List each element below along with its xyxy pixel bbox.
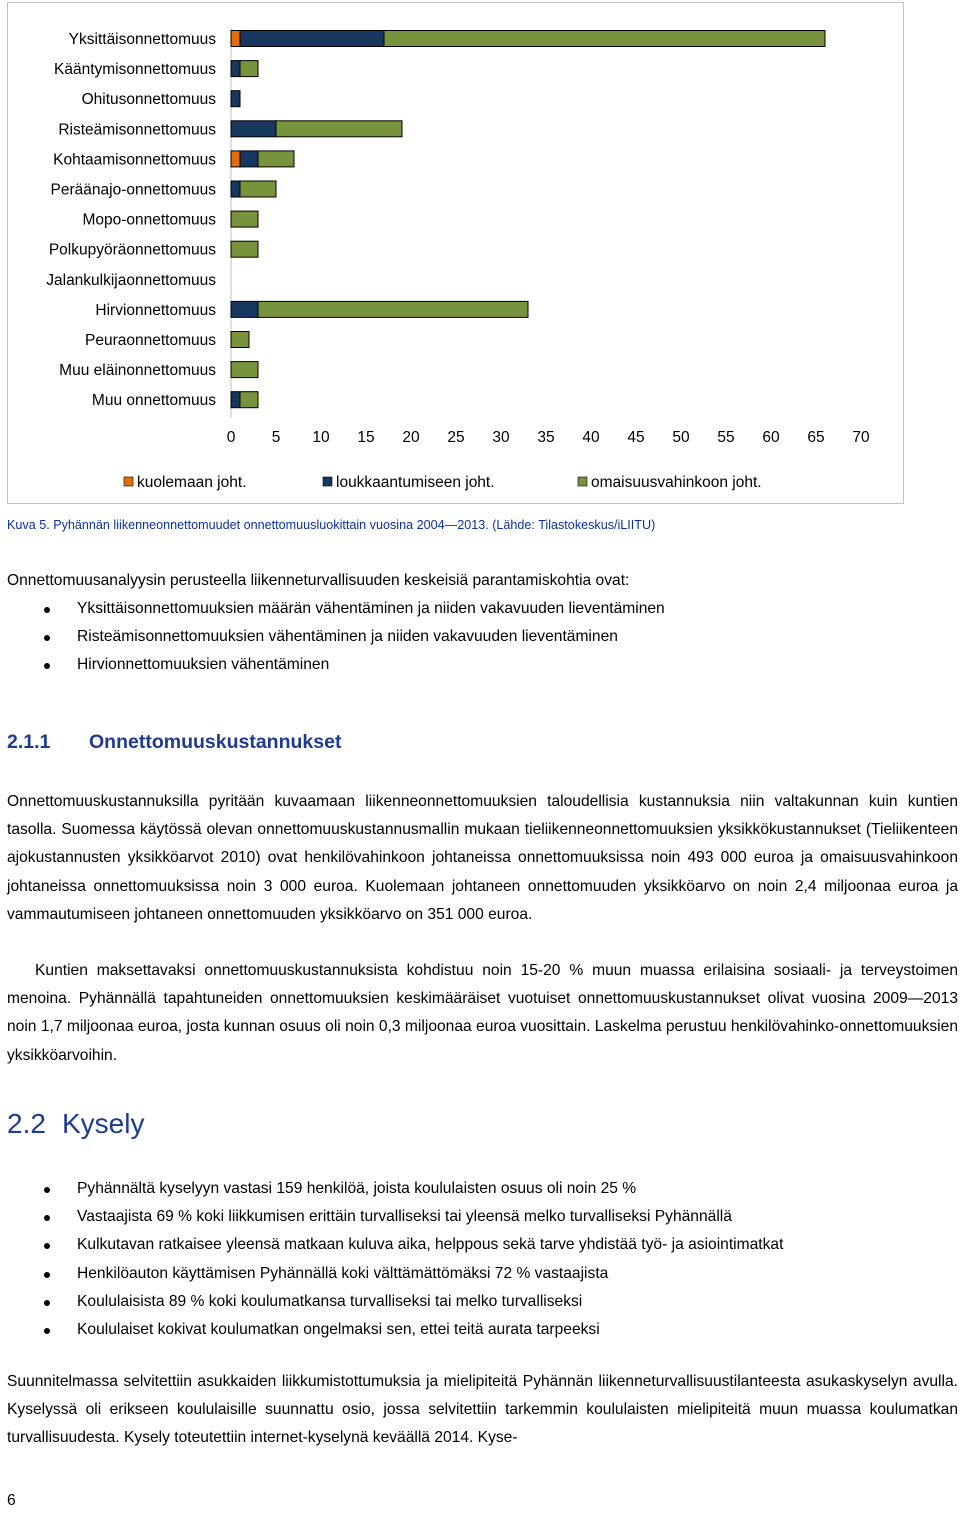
category-label: Polkupyöräonnettomuus: [48, 241, 216, 259]
category-label: Ohitusonnettomuus: [81, 91, 216, 109]
list-item: [7, 1316, 947, 1344]
x-tick-label: 60: [762, 429, 780, 446]
list-item: [7, 1231, 947, 1259]
survey-bullet-list: [7, 1175, 947, 1344]
bullet-text: Pyhännältä kyselyyn vastasi 159 henkilöä, joista koululaisten osuus oli noin 25 %: [77, 1180, 637, 1197]
bar-segment: [231, 91, 240, 107]
list-item: [7, 1175, 947, 1203]
bullet-dot: [44, 1187, 50, 1193]
bar-segment: [240, 392, 258, 408]
legend-entry: [323, 474, 495, 491]
x-tick-label: 20: [402, 429, 420, 446]
x-tick-label: 40: [582, 429, 600, 446]
category-label: Muu onnettomuus: [91, 392, 216, 410]
section-title: Kysely: [62, 1108, 145, 1139]
analysis-bullet-list: [7, 595, 947, 680]
costs-paragraph-2: Kuntien maksettavaksi onnettomuuskustannuksista kohdistuu noin 15-20 % muun muassa erilaisina sosiaali- ja terveystoimen menoina. Pyhännällä tapahtuneiden onnettomuuksien keskimääräiset vuotuiset onnettomuuskustannukset olivat vuosina 2009—2013 noin 1,7 miljoonaa euroa, josta kunnan osuus oli noin 0,3 miljoonaa euroa vuosittain. Laskelma perustuu henkilövahinko-onnettomuuksien yksikköarvoihin.: [7, 962, 958, 1064]
list-item: [7, 1260, 947, 1288]
bar-segment: [231, 301, 258, 317]
bar-segment: [276, 121, 402, 137]
bullet-dot: [44, 1215, 50, 1221]
bullet-text: Kulkutavan ratkaisee yleensä matkaan kuluva aika, helppous sekä tarve yhdistää työ- ja asiointimatkat: [77, 1236, 784, 1254]
bullet-text: Yksittäisonnettomuuksien määrän vähentäminen ja niiden vakavuuden lieventäminen: [77, 600, 665, 617]
bar-segment: [240, 31, 384, 47]
list-item: [7, 623, 947, 651]
bullet-text: Hirvionnettomuuksien vähentäminen: [77, 656, 330, 674]
x-tick-labels: [227, 429, 870, 446]
category-label: Muu eläinonnettomuus: [59, 362, 216, 380]
bullet-dot: [44, 635, 50, 641]
bar-segment: [231, 61, 240, 77]
legend-label: kuolemaan joht.: [137, 474, 247, 491]
legend-swatch: [578, 477, 587, 486]
category-labels: [46, 31, 216, 409]
bar-segment: [258, 151, 294, 167]
section-number: 2.2: [7, 1108, 46, 1139]
legend-entry: [124, 474, 246, 491]
category-label: Hirvionnettomuus: [95, 301, 216, 319]
x-tick-label: 5: [271, 429, 281, 446]
chart-frame: [7, 2, 904, 504]
category-label: Jalankulkijaonnettomuus: [46, 271, 216, 289]
legend-label: loukkaantumiseen joht.: [336, 474, 495, 491]
bar-segment: [240, 61, 258, 77]
x-tick-label: 30: [492, 429, 510, 446]
chart-bars: [231, 31, 825, 408]
category-label: Risteämisonnettomuus: [58, 121, 216, 139]
bar-segment: [231, 31, 240, 47]
x-tick-label: 55: [717, 429, 735, 446]
list-item: [7, 651, 947, 679]
bar-segment: [231, 241, 258, 257]
bullet-dot: [44, 1300, 50, 1306]
bullet-dot: [44, 1243, 50, 1249]
bullet-dot: [44, 607, 50, 613]
bar-segment: [231, 151, 240, 167]
category-label: Peräänajo-onnettomuus: [50, 181, 216, 199]
x-tick-label: 50: [672, 429, 690, 446]
x-tick-label: 25: [447, 429, 465, 446]
accident-bar-chart: [8, 3, 903, 503]
bar-segment: [240, 181, 276, 197]
bar-segment: [231, 392, 240, 408]
bullet-text: Koululaisista 89 % koki koulumatkansa turvalliseksi tai melko turvalliseksi: [77, 1292, 583, 1310]
survey-paragraph: Suunnitelmassa selvitettiin asukkaiden liikkumistottumuksia ja mielipiteitä Pyhännän liikenneturvallisuustilanteesta asukaskyselyn avulla. Kyselyssä oli erikseen koululaisille suunnattu osio, jossa selvitettiin tarkemmin koululaisten mielipiteitä muun muassa koulumatkan turvallisuudesta. Kysely toteutettiin internet-kyselynä keväällä 2014. Kyse-: [7, 1373, 958, 1447]
bar-segment: [231, 181, 240, 197]
category-label: Kääntymisonnettomuus: [54, 61, 216, 79]
bar-segment: [231, 362, 258, 378]
x-tick-label: 65: [807, 429, 825, 446]
list-item: [7, 1203, 947, 1231]
analysis-intro: Onnettomuusanalyysin perusteella liikenneturvallisuuden keskeisiä parantamiskohtia ovat:: [7, 572, 630, 589]
category-label: Mopo-onnettomuus: [82, 211, 216, 229]
section-heading-2-2: [7, 1108, 144, 1140]
bullet-text: Koululaiset kokivat koulumatkan ongelmaksi sen, ettei teitä aurata tarpeeksi: [77, 1321, 600, 1339]
x-tick-label: 10: [312, 429, 330, 446]
bullet-dot: [44, 1272, 50, 1278]
x-tick-label: 15: [357, 429, 375, 446]
page-number: 6: [7, 1492, 16, 1509]
bar-segment: [231, 332, 249, 348]
bar-segment: [231, 211, 258, 227]
x-tick-label: 35: [537, 429, 555, 446]
bullet-text: Risteämisonnettomuuksien vähentäminen ja niiden vakavuuden lieventäminen: [77, 628, 618, 646]
x-tick-label: 0: [226, 429, 236, 446]
bullet-dot: [44, 1328, 50, 1334]
chart-legend: [124, 474, 762, 491]
costs-paragraph-1: Onnettomuuskustannuksilla pyritään kuvaamaan liikenneonnettomuuksien taloudellisia kustannuksia niin valtakunnan kuin kuntien tasolla. Suomessa käytössä olevan onnettomuuskustannusmallin mukaan tieliikenneonnettomuuksien yksikkökustannukset (Tieliikenteen ajokustannusten yksikköarvot 2010) ovat henkilövahinkoon johtaneissa onnettomuuksissa noin 493 000 euroa ja omaisuusvahinkoon johtaneissa onnettomuuksissa noin 3 000 euroa. Kuolemaan johtaneen onnettomuuden yksikköarvo on noin 2,4 miljoonaa euroa ja vammautumiseen johtaneen onnettomuuden yksikköarvo on 351 000 euroa.: [7, 793, 958, 923]
x-tick-label: 70: [852, 429, 870, 446]
list-item: [7, 595, 947, 623]
list-item: [7, 1288, 947, 1316]
legend-entry: [578, 474, 762, 491]
category-label: Peuraonnettomuus: [85, 332, 216, 349]
bar-segment: [258, 301, 528, 317]
x-tick-label: 45: [627, 429, 645, 446]
bullet-text: Vastaajista 69 % koki liikkumisen erittäin turvalliseksi tai yleensä melko turvalliseksi Pyhännällä: [77, 1208, 732, 1226]
bullet-text: Henkilöauton käyttämisen Pyhännällä koki välttämättömäksi 72 % vastaajista: [77, 1264, 609, 1282]
section-heading-2-1-1: [7, 731, 341, 754]
category-label: Yksittäisonnettomuus: [68, 31, 216, 48]
section-number: 2.1.1: [7, 731, 51, 753]
legend-label: omaisuusvahinkoon joht.: [591, 474, 762, 491]
bullet-dot: [44, 663, 50, 669]
bar-segment: [384, 31, 825, 47]
figure-caption: Kuva 5. Pyhännän liikenneonnettomuudet onnettomuusluokittain vuosina 2004—2013. (Lähde: Tilastokeskus/iLIITU): [7, 518, 656, 532]
section-title: Onnettomuuskustannukset: [89, 731, 342, 753]
bar-segment: [240, 151, 258, 167]
legend-swatch: [323, 477, 332, 486]
bar-segment: [231, 121, 276, 137]
legend-swatch: [124, 477, 133, 486]
category-label: Kohtaamisonnettomuus: [53, 151, 216, 169]
